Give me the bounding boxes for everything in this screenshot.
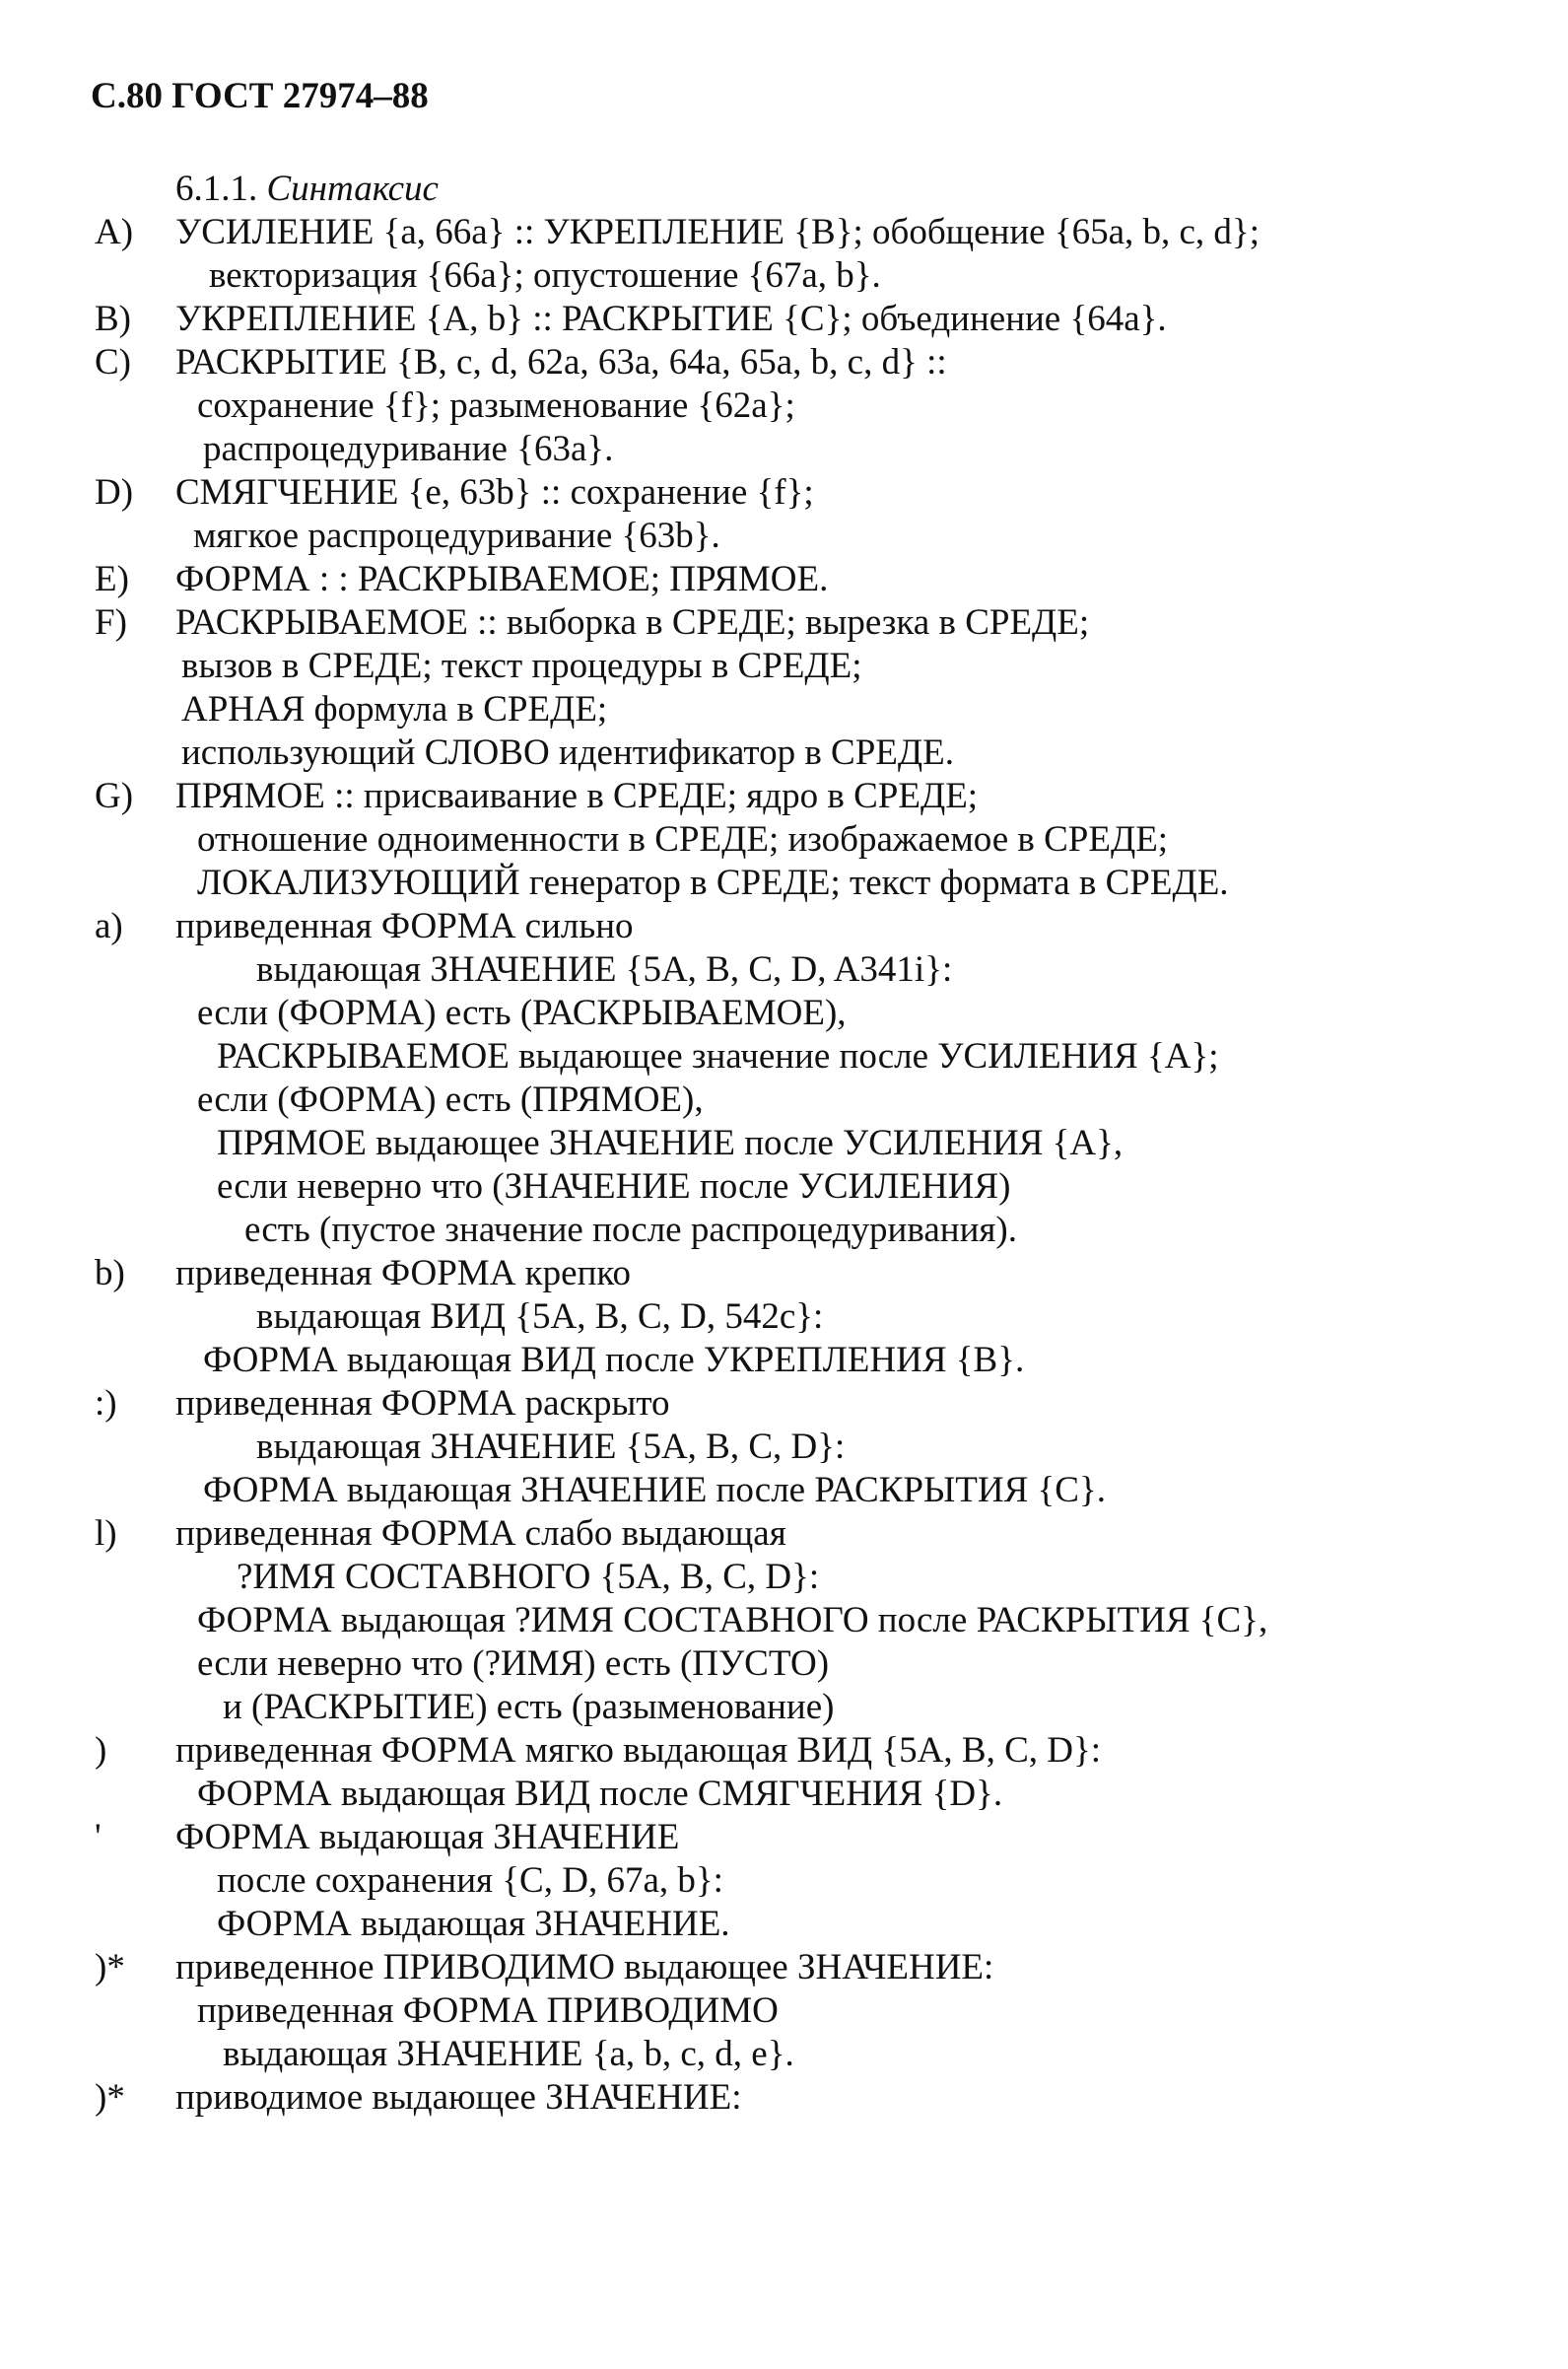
rule-line [217, 1859, 723, 1903]
rule-text: ФОРМА выдающая ЗНАЧЕНИЕ [175, 1817, 680, 1857]
rule-line [95, 1816, 680, 1859]
rule-text: УКРЕПЛЕНИЕ {A, b} :: РАСКРЫТИЕ {C}; объединение {64a}. [175, 299, 1167, 339]
rule-line [95, 905, 634, 948]
rule-line [217, 1122, 1123, 1165]
rule-text: УСИЛЕНИЕ {a, 66a} :: УКРЕПЛЕНИЕ {B}; обобщение {65a, b, c, d}; [175, 212, 1260, 252]
rule-text: РАСКРЫВАЕМОЕ выдающее значение после УСИЛЕНИЯ {A}; [217, 1036, 1219, 1077]
rule-text: ФОРМА выдающая ?ИМЯ СОСТАВНОГО после РАСКРЫТИЯ {C}, [197, 1600, 1268, 1640]
rule-label: l) [95, 1513, 117, 1554]
rule-line [95, 558, 829, 601]
rule-text: использующий СЛОВО идентификатор в СРЕДЕ. [181, 732, 954, 773]
rule-text: ФОРМА : : РАСКРЫВАЕМОЕ; ПРЯМОЕ. [175, 559, 829, 599]
rule-line [95, 1729, 1102, 1773]
rule-label: ' [95, 1817, 102, 1857]
rule-label: E) [95, 559, 129, 599]
rule-text: приведенное ПРИВОДИМО выдающее ЗНАЧЕНИЕ: [175, 1947, 994, 1987]
rule-text: приведенная ФОРМА раскрыто [175, 1383, 670, 1424]
rule-label: ) [95, 1730, 107, 1771]
rule-text: ЛОКАЛИЗУЮЩИЙ генератор в СРЕДЕ; текст формата в СРЕДЕ. [197, 863, 1229, 903]
rule-text: ?ИМЯ СОСТАВНОГО {5A, B, C, D}: [237, 1557, 820, 1597]
rule-text: приведенная ФОРМА сильно [175, 906, 634, 946]
rule-text: после сохранения {C, D, 67a, b}: [217, 1860, 723, 1901]
rule-line [217, 1035, 1219, 1079]
section-title-text: Синтаксис [266, 169, 439, 209]
rule-text: выдающая ЗНАЧЕНИЕ {5A, B, C, D}: [256, 1427, 846, 1467]
rule-text: выдающая ВИД {5A, B, C, D, 542c}: [256, 1296, 824, 1337]
rule-line [181, 688, 607, 732]
rule-text: приведенная ФОРМА мягко выдающая ВИД {5A, B, C, D}: [175, 1730, 1102, 1771]
rule-text: распроцедуривание {63a}. [203, 429, 614, 469]
rule-line [181, 732, 954, 775]
rule-line [197, 1079, 704, 1122]
rule-text: приведенная ФОРМА ПРИВОДИМО [197, 1990, 779, 2031]
rule-line [237, 1556, 819, 1599]
rule-line [197, 384, 795, 428]
rule-line [256, 1426, 845, 1469]
rule-line [223, 1686, 834, 1729]
rule-text: РАСКРЫВАЕМОЕ :: выборка в СРЕДЕ; вырезка в СРЕДЕ; [175, 602, 1090, 643]
rule-text: вызов в СРЕДЕ; текст процедуры в СРЕДЕ; [181, 646, 862, 686]
rule-line [244, 1209, 1017, 1252]
rule-text: выдающая ЗНАЧЕНИЕ {a, b, c, d, e}. [223, 2034, 794, 2074]
rule-label: a) [95, 906, 123, 946]
rule-label: :) [95, 1383, 117, 1424]
rule-text: если неверно что (ЗНАЧЕНИЕ после УСИЛЕНИЯ) [217, 1166, 1011, 1207]
rule-text: если (ФОРМА) есть (РАСКРЫВАЕМОЕ), [197, 993, 847, 1033]
rule-line [209, 254, 881, 298]
rule-line [95, 1252, 631, 1295]
rule-line [256, 1295, 823, 1339]
rule-line [197, 992, 847, 1035]
rule-line [95, 341, 947, 384]
rule-line [181, 645, 862, 688]
rule-label: D) [95, 472, 134, 513]
rule-text: и (РАСКРЫТИЕ) есть (разыменование) [223, 1687, 835, 1727]
rule-line [197, 862, 1229, 905]
rule-label: b) [95, 1253, 125, 1293]
rule-line [197, 1599, 1267, 1642]
rule-text: ФОРМА выдающая ЗНАЧЕНИЕ после РАСКРЫТИЯ {C}. [203, 1470, 1106, 1510]
section-title [175, 168, 439, 211]
rule-text: мягкое распроцедуривание {63b}. [193, 516, 720, 556]
rule-text: отношение одноименности в СРЕДЕ; изображаемое в СРЕДЕ; [197, 819, 1169, 860]
rule-text: РАСКРЫТИЕ {B, c, d, 62a, 63a, 64a, 65a, b, c, d} :: [175, 342, 947, 383]
rule-line [223, 2033, 794, 2076]
rule-text: ПРЯМОЕ :: присваивание в СРЕДЕ; ядро в СРЕДЕ; [175, 776, 979, 816]
rule-line [95, 211, 1260, 254]
rule-line [203, 1339, 1024, 1382]
rule-label: C) [95, 342, 131, 383]
rule-text: есть (пустое значение после распроцедуривания). [244, 1210, 1017, 1250]
rule-text: выдающая ЗНАЧЕНИЕ {5A, B, C, D, A341i}: [256, 949, 953, 990]
rule-line [203, 428, 613, 471]
rule-text: приведенная ФОРМА крепко [175, 1253, 631, 1293]
rule-label: B) [95, 299, 131, 339]
rule-text: ПРЯМОЕ выдающее ЗНАЧЕНИЕ после УСИЛЕНИЯ {A}, [217, 1123, 1124, 1163]
rule-text: ФОРМА выдающая ЗНАЧЕНИЕ. [217, 1904, 730, 1944]
rule-text: приводимое выдающее ЗНАЧЕНИЕ: [175, 2077, 742, 2118]
rule-line [95, 601, 1090, 645]
rule-line [197, 1989, 779, 2033]
rule-line [95, 1382, 670, 1426]
rule-line [256, 948, 952, 992]
rule-line [193, 515, 720, 558]
rule-line [95, 298, 1167, 341]
rule-text: сохранение {f}; разыменование {62a}; [197, 385, 795, 426]
rule-line [197, 1642, 829, 1686]
rule-text: если неверно что (?ИМЯ) есть (ПУСТО) [197, 1643, 830, 1684]
rule-line [203, 1469, 1106, 1512]
rule-line [95, 1946, 994, 1989]
rule-text: векторизация {66a}; опустошение {67a, b}. [209, 255, 881, 296]
rule-label: )* [95, 2077, 125, 2118]
rule-line [217, 1903, 730, 1946]
rule-line [197, 1773, 1002, 1816]
rule-text: ФОРМА выдающая ВИД после УКРЕПЛЕНИЯ {B}. [203, 1340, 1025, 1380]
rule-text: если (ФОРМА) есть (ПРЯМОЕ), [197, 1080, 704, 1120]
rule-line [95, 775, 979, 818]
rule-line [95, 2076, 742, 2120]
rule-line [95, 471, 814, 515]
rule-line [217, 1165, 1010, 1209]
page-header: С.80 ГОСТ 27974–88 [91, 76, 429, 116]
rule-text: ФОРМА выдающая ВИД после СМЯГЧЕНИЯ {D}. [197, 1774, 1003, 1814]
rule-label: F) [95, 602, 127, 643]
rule-label: G) [95, 776, 134, 816]
rule-line [95, 1512, 786, 1556]
rule-label: )* [95, 1947, 125, 1987]
rule-label: A) [95, 212, 134, 252]
section-number: 6.1.1. [175, 169, 258, 209]
rule-text: СМЯГЧЕНИЕ {e, 63b} :: сохранение {f}; [175, 472, 814, 513]
rule-text: АРНАЯ формула в СРЕДЕ; [181, 689, 608, 730]
rule-text: приведенная ФОРМА слабо выдающая [175, 1513, 786, 1554]
rule-line [197, 818, 1168, 862]
